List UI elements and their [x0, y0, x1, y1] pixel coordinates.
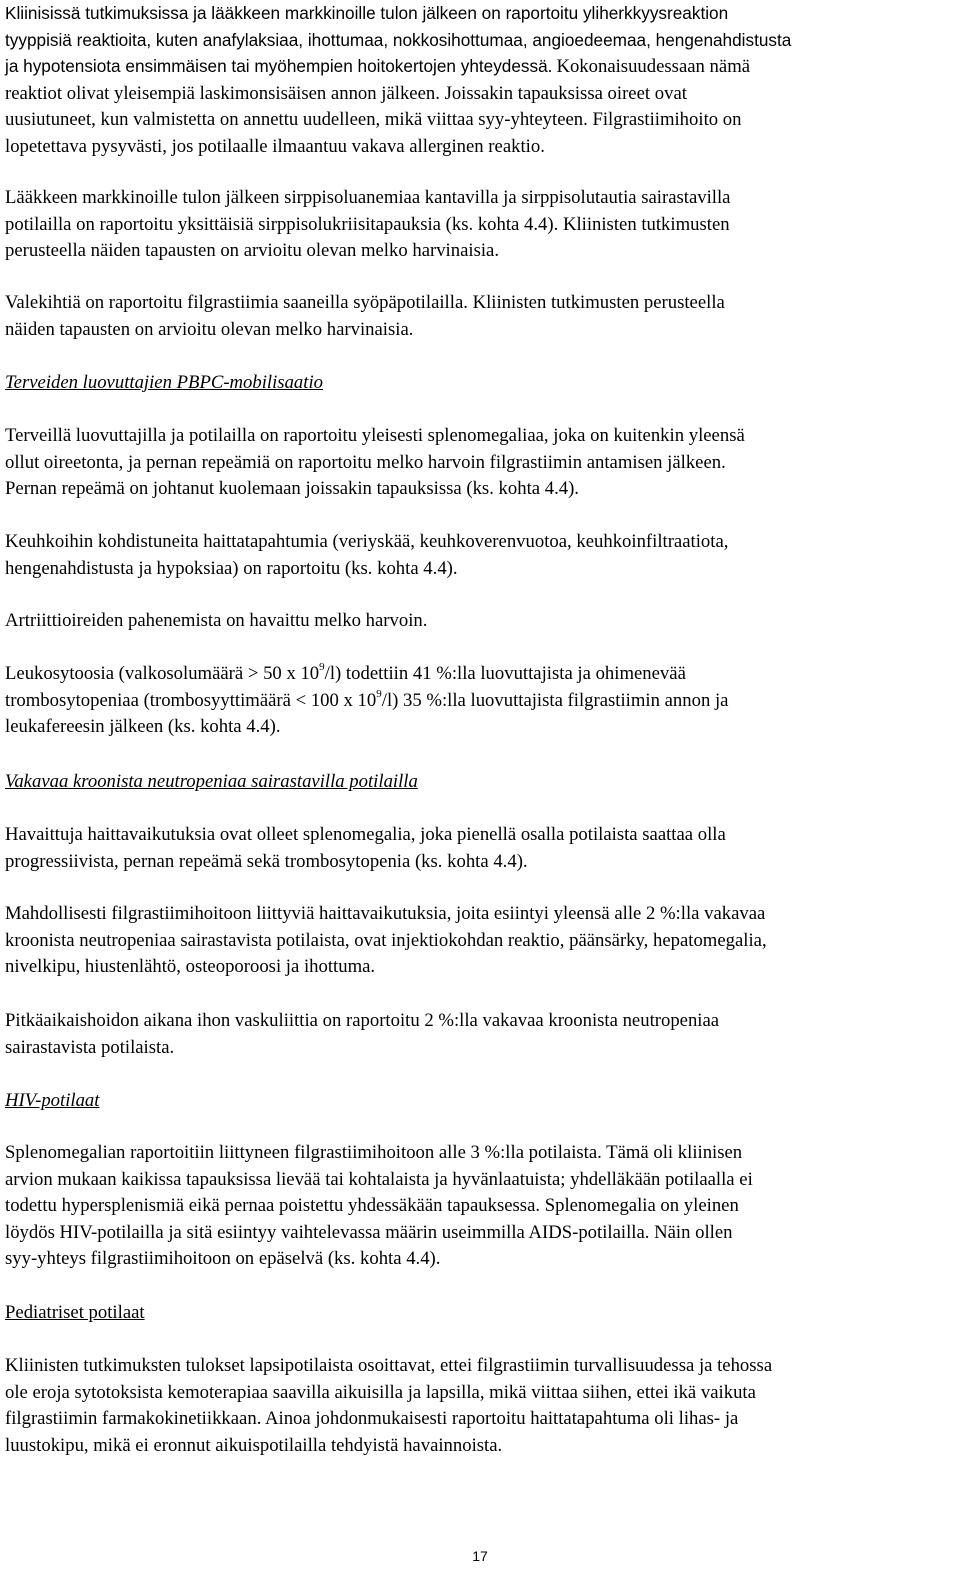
text-segment: ja hypotensiota ensimmäisen tai myöhempien hoitokertojen yhteydessä. [5, 56, 553, 76]
text-line: ollut oireetonta, ja pernan repeämiä on raportoitu melko harvoin filgrastiimin antamisen jälkeen. [5, 451, 726, 473]
text-line: todettu hypersplenismiä eikä pernaa poistettu yhdessäkään tapauksessa. Splenomegalia on yleinen [5, 1195, 739, 1216]
heading-text: Terveiden luovuttajien PBPC-mobilisaatio [5, 372, 323, 393]
text-line: nivelkipu, hiustenlähtö, osteoporoosi ja ihottuma. [5, 956, 376, 977]
text-line: Valekihtiä on raportoitu filgrastiimia saaneilla syöpäpotilailla. Kliinisten tutkimusten perusteella [5, 292, 725, 313]
section-heading-pediatric [5, 1300, 955, 1327]
text-line: ole eroja sytotoksista kemoterapiaa saavilla aikuisilla ja lapsilla, mikä viittaa siihen, ettei ikä vaikuta [5, 1381, 756, 1403]
superscript: 9 [319, 661, 325, 673]
text-line: Splenomegalian raportoitiin liittyneen filgrastiimihoitoon alle 3 %:lla potilaista. Tämä oli kliinisen [5, 1142, 743, 1163]
text-line: tyyppisiä reaktioita, kuten anafylaksiaa, ihottumaa, nokkosihottumaa, angioedeemaa, hengenahdistusta [5, 29, 792, 50]
text-line: Kliinisissä tutkimuksissa ja lääkkeen markkinoille tulon jälkeen on raportoitu yliherkkyysreaktion [5, 3, 729, 23]
text-line: kroonista neutropeniaa sairastavista potilaista, ovat injektiokohdan reaktio, päänsärky, hepatomegalia, [5, 929, 767, 951]
text-line: leukafereesin jälkeen (ks. kohta 4.4). [5, 716, 281, 737]
section-heading-healthy-donors [5, 370, 955, 397]
text-line: Pernan repeämä on johtanut kuolemaan joissakin tapauksissa (ks. kohta 4.4). [5, 478, 579, 499]
text-line [5, 53, 955, 81]
text-line: näiden tapausten on arvioitu olevan melko harvinaisia. [5, 318, 414, 340]
paragraph-pulmonary [5, 529, 955, 582]
text-line [5, 661, 955, 688]
paragraph-pediatric [5, 1353, 955, 1459]
superscript: 9 [376, 687, 382, 700]
paragraph-vasculitis [5, 1008, 955, 1061]
paragraph-pseudogout [5, 290, 955, 343]
paragraph-splenomegaly [5, 423, 955, 503]
text-line: Lääkkeen markkinoille tulon jälkeen sirppisoluanemiaa kantavilla ja sirppisolutautia sairastavilla [5, 187, 731, 208]
text-segment: Leukosytoosia (valkosolumäärä > 50 x 10 [5, 663, 320, 684]
text-line: sairastavista potilaista. [5, 1036, 175, 1058]
text-line: Kliinisten tutkimuksten tulokset lapsipotilaista osoittavat, ettei filgrastiimin turvallisuudessa ja tehossa [5, 1355, 773, 1376]
text-line: löydös HIV-potilailla ja sitä esiintyy vaihtelevassa määrin useimmilla AIDS-potilailla. Näin ollen [5, 1221, 733, 1243]
text-line: syy-yhteys filgrastiimihoitoon on epäselvä (ks. kohta 4.4). [5, 1248, 441, 1269]
text-line: Terveillä luovuttajilla ja potilailla on raportoitu yleisesti splenomegaliaa, joka on kuitenkin yleensä [5, 425, 745, 446]
text-line: Artriittioireiden pahenemista on havaittu melko harvoin. [5, 610, 428, 631]
text-line: filgrastiimin farmakokinetiikkaan. Ainoa johdonmukaisesti raportoitu haittatapahtuma oli lihas- ja [5, 1408, 739, 1429]
text-line: Keuhkoihin kohdistuneita haittatapahtumia (veriyskää, keuhkoverenvuotoa, keuhkoinfiltraatiota, [5, 531, 729, 552]
paragraph-observed-effects [5, 822, 955, 875]
section-heading-neutropenia [5, 769, 955, 796]
text-line: reaktiot olivat yleisempiä laskimonsisäisen annon jälkeen. Joissakin tapauksissa oireet ovat [5, 82, 687, 104]
text-line: perusteella näiden tapausten on arvioitu olevan melko harvinaisia. [5, 240, 500, 261]
paragraph-arthritis [5, 608, 955, 635]
paragraph-hiv [5, 1140, 955, 1273]
text-line: uusiutuneet, kun valmistetta on annettu uudelleen, mikä viittaa syy-yhteyteen. Filgrastiimihoito on [5, 109, 742, 130]
text-line: lopetettava pysyvästi, jos potilaalle ilmaantuu vakava allerginen reaktio. [5, 135, 545, 157]
paragraph-leukocytosis [5, 661, 955, 741]
page-number: 17 [472, 1548, 488, 1564]
text-segment: /l) todettiin 41 %:lla luovuttajista ja ohimenevää [324, 663, 686, 684]
text-segment: trombosytopeniaa (trombosyyttimäärä < 100 x 10 [5, 689, 377, 711]
text-segment: /l) 35 %:lla luovuttajista filgrastiimin annon ja [381, 689, 729, 711]
heading-text: Vakavaa kroonista neutropeniaa sairastavilla potilailla [5, 771, 418, 792]
text-line: hengenahdistusta ja hypoksiaa) on raportoitu (ks. kohta 4.4). [5, 557, 458, 579]
section-heading-hiv [5, 1088, 955, 1115]
paragraph-possible-effects [5, 901, 955, 981]
text-line: Mahdollisesti filgrastiimihoitoon liittyviä haittavaikutuksia, joita esiintyi yleensä alle 2 %:lla vakavaa [5, 903, 766, 924]
text-line: progressiivista, pernan repeämä sekä trombosytopenia (ks. kohta 4.4). [5, 850, 528, 872]
text-line: luustokipu, mikä ei eronnut aikuispotilailla tehdyistä havainnoista. [5, 1434, 503, 1456]
text-line: Havaittuja haittavaikutuksia ovat olleet splenomegalia, joka pienellä osalla potilaista saattaa olla [5, 824, 726, 845]
paragraph-sickle-cell [5, 185, 955, 265]
text-segment: Kokonaisuudessaan nämä [556, 56, 751, 77]
heading-text: Pediatriset potilaat [5, 1302, 145, 1323]
text-line: arvion mukaan kaikissa tapauksissa lievää tai kohtalaista ja hyvänlaatuista; yhdelläkään potilaalla ei [5, 1168, 753, 1190]
heading-text: HIV-potilaat [5, 1090, 100, 1111]
text-line [5, 688, 955, 715]
text-line: potilailla on raportoitu yksittäisiä sirppisolukriisitapauksia (ks. kohta 4.4). Kliinisten tutkimusten [5, 213, 730, 235]
paragraph-hypersensitivity [5, 0, 955, 160]
text-line: Pitkäaikaishoidon aikana ihon vaskuliittia on raportoitu 2 %:lla vakavaa kroonista neutropeniaa [5, 1010, 720, 1031]
